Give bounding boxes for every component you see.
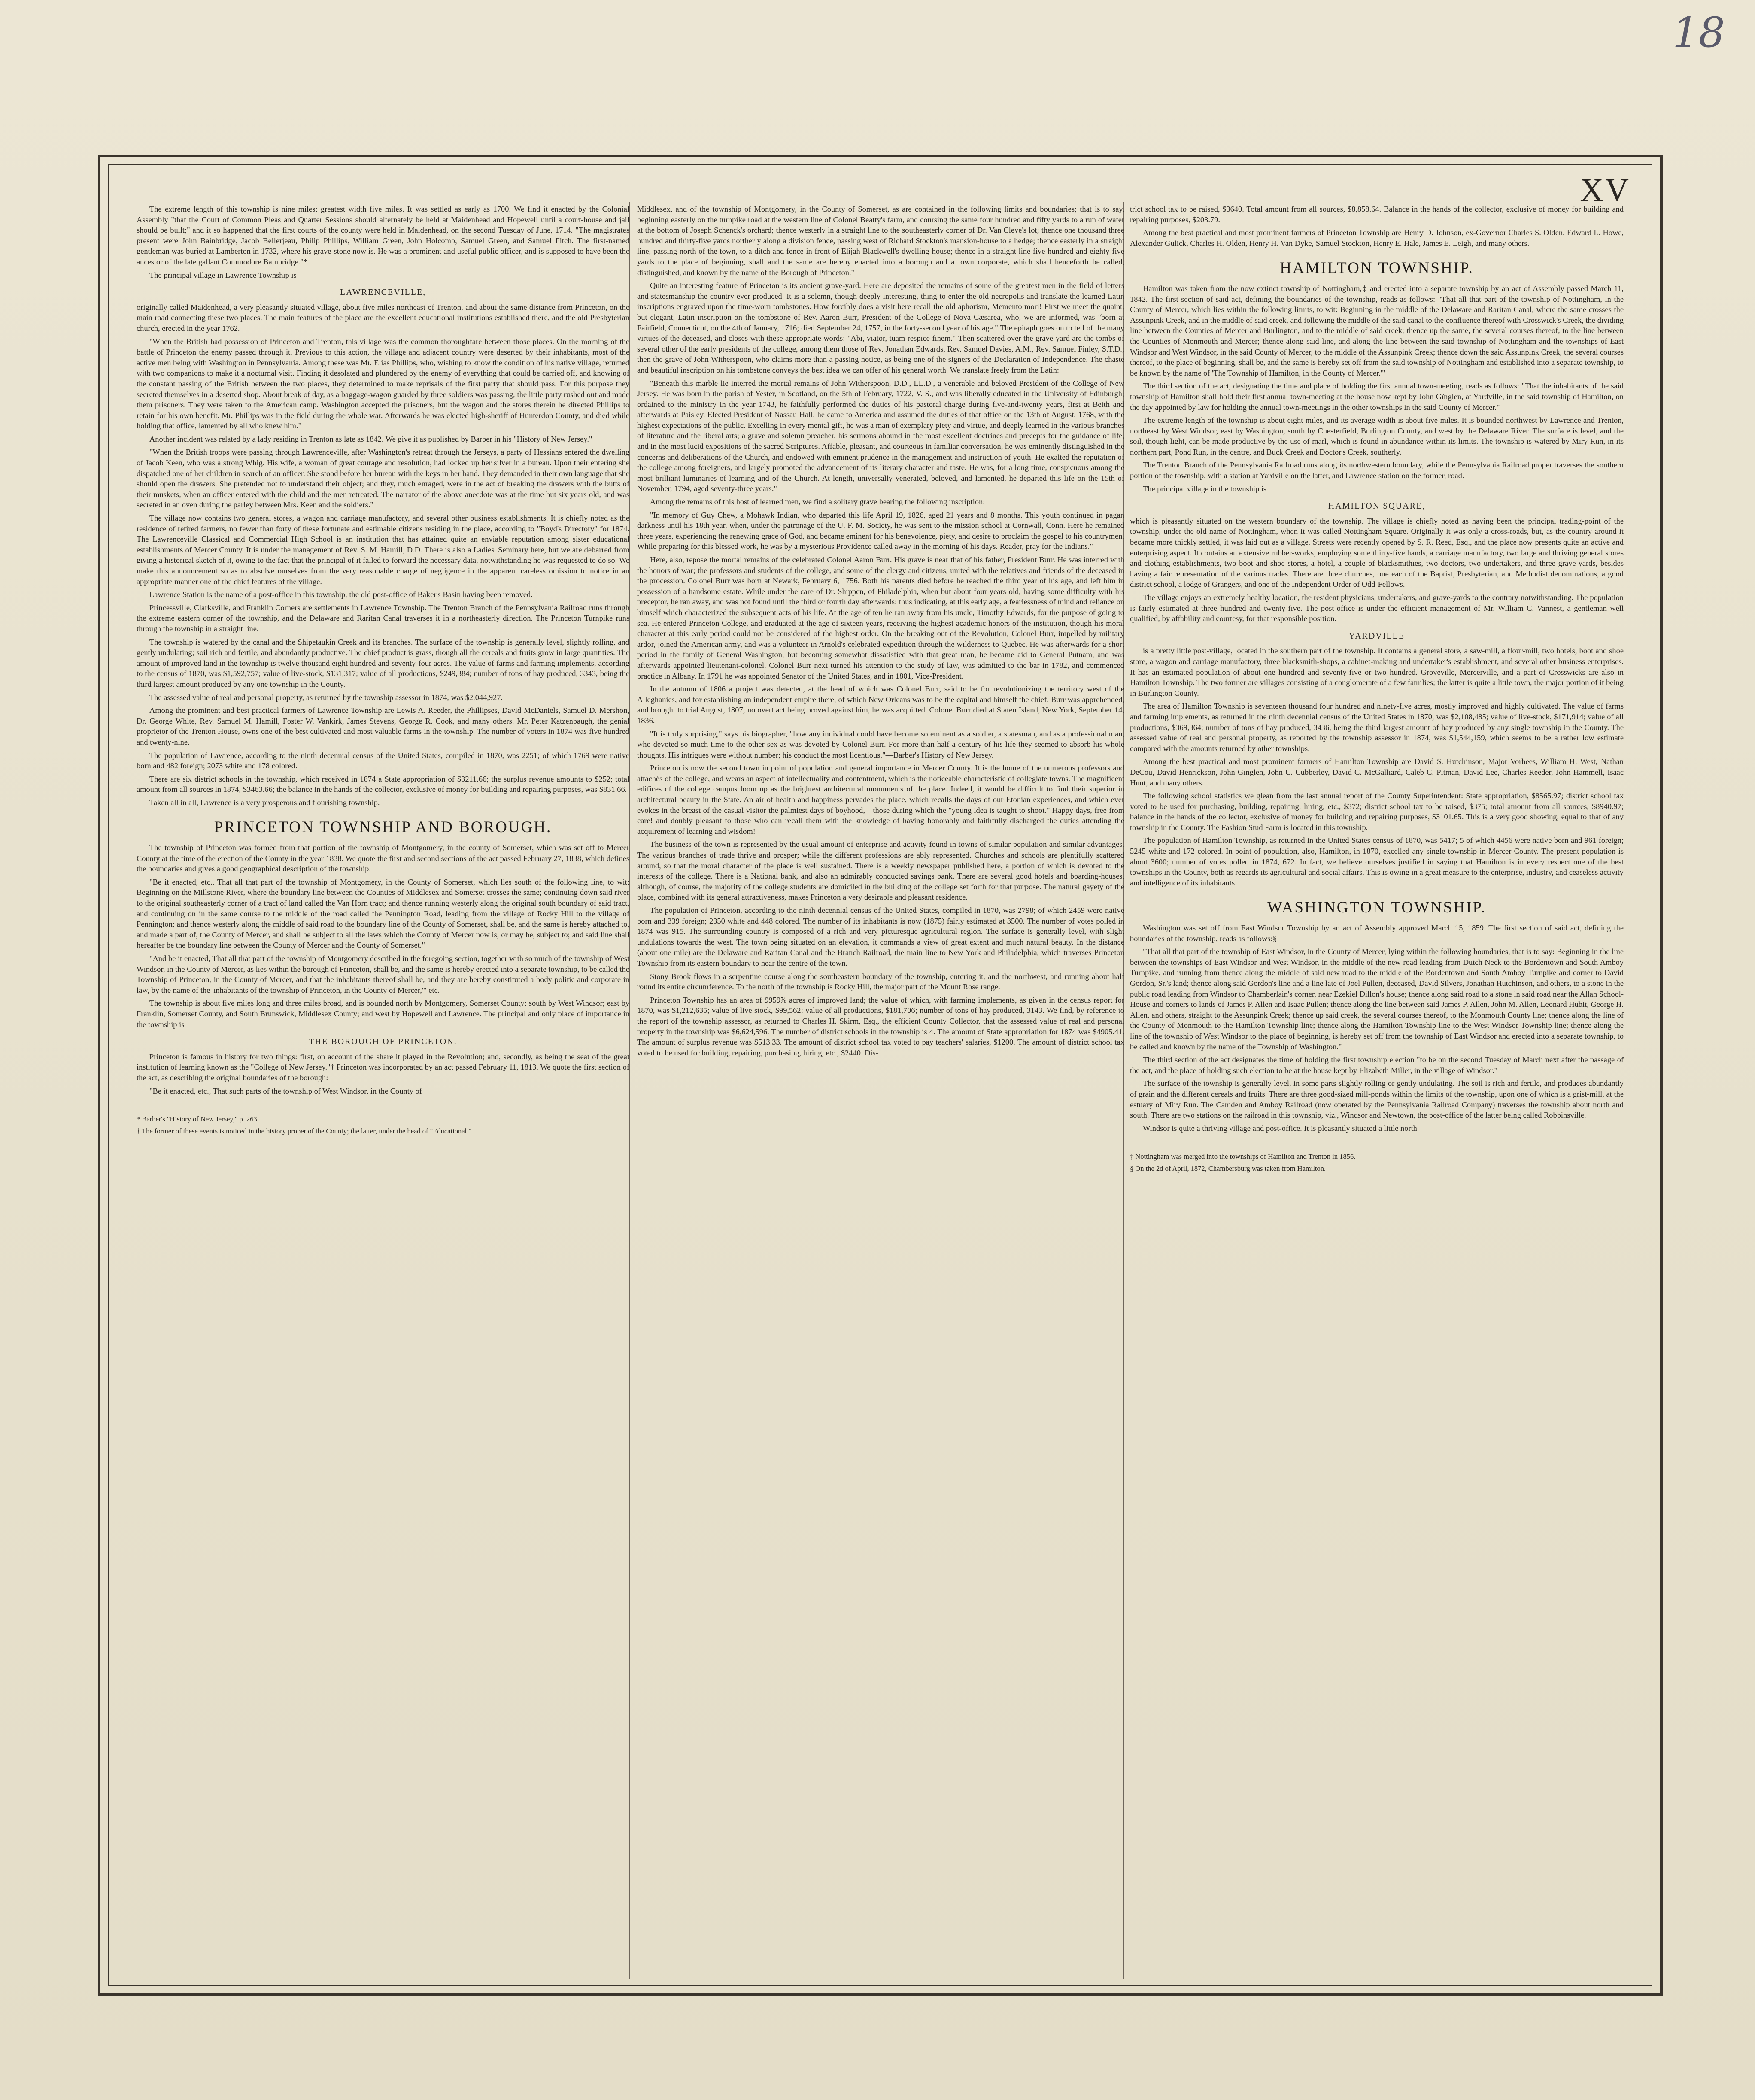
paragraph: The village now contains two general stores, a wagon and carriage manufactory, and several other business establishments. It is chiefly noted as the residence of retired farmers, no fewer than forty of these fortunate and estimable citizens residing in the place, according to "Boyd's Directory" for 1874. The Lawrenceville Classical and Commercial High School is an institution that has attained quite an enviable reputation among sister educational establishments of Mercer County. It is under the management of Rev. S. M. Hamill, D.D. There is also a Ladies' Seminary here, but we are debarred from giving a historical sketch of it, owing to the fact that the principal of it failed to forward the necessary data, notwithstanding he was requested to do so. We make this announcement so as to absolve ourselves from the very reasonable charge of negligence in the apparent careless omission to notice in an appropriate manner one of the chief features of the village. [137,514,629,586]
paragraph: The population of Hamilton Township, as returned in the United States census of 1870, was 5417; 5 of which 4456 were native born and 961 foreign; 5245 white and 172 colored. In point of population, also, Hamilton, in 1870, excelled any single township in Mercer County. The present population is about 3600; number of votes polled in 1874, 672. In fact, we believe ourselves justified in saying that Hamilton is in every respect one of the best townships in the County, both as regards its agricultural and social affairs. This is owing in a great measure to the enterprise, industry, and ceaseless activity and intelligence of its inhabitants. [1130,836,1624,887]
paragraph: "It is truly surprising," says his biographer, "how any individual could have become so eminent as a soldier, a statesman, and as a professional man, who devoted so much time to the other sex as was devoted by Colonel Burr. For more than half a century of his life they seemed to absorb his whole thoughts. His intrigues were without number; his conduct the most licentious."—Barber's History of New Jersey. [637,729,1124,759]
footnote: † The former of these events is noticed in the history proper of the County; the latter, under the head of "Educational." [137,1127,471,1136]
paragraph: which is pleasantly situated on the western boundary of the township. The village is chiefly noted as having been the principal trading-point of the township, under the old name of Nottingham, when it was called Nottingham Square. Originally it was only a cross-roads, but, as the country around it became more thickly settled, it was laid out as a village. Streets were recently opened by S. R. Reed, Esq., and the place now presents quite an active and enterprising aspect. It contains an extensive rubber-works, employing some thirty-five hands, a carriage manufactory, two large and thriving general stores and clothing establishments, two boot and shoe stores, a hotel, a couple of blacksmithies, two doctors, two undertakers, and three grave-yards, besides having a fair representation of the various trades. There are three churches, one each of the Baptist, Presbyterian, and Methodist denominations, a good district school, a lodge of Grangers, and one of the Independent Order of Odd-Fellows. [1130,516,1624,589]
paragraph: The Trenton Branch of the Pennsylvania Railroad runs along its northwestern boundary, while the Pennsylvania Railroad proper traverses the southern portion of the township, with a station at Yardville on the latter, and Lawrence station on the former, road. [1130,461,1624,480]
paragraph: Quite an interesting feature of Princeton is its ancient grave-yard. Here are deposited the remains of some of the greatest men in the field of letters and statesmanship the country ever produced. It is a solemn, though deeply interesting, thing to enter the old necropolis and translate the learned Latin inscriptions engraved upon the time-worn tombstones. How forcibly does a visit here recall the old aphorism, Memento mori! First we meet the quaint, but elegant, Latin inscription on the tombstone of Rev. Aaron Burr, President of the College of Nova Cæsarea, who, we are informed, was "born at Fairfield, Connecticut, on the 4th of January, 1716; died September 24, 1757, in the forty-second year of his age." The epitaph goes on to tell of the many virtues of the deceased, and closes with these appropriate words: "Abi, viator, tuam respice finem." Then scattered over the grave-yard are the tombs of several other of the early presidents of the college, among them those of Rev. Jonathan Edwards, Rev. Samuel Davies, A.M., Rev. Samuel Finley, S.T.D.; then the grave of John Witherspoon, who claims more than a passing notice, as being one of the signers of the Declaration of Independence. The chaste and beautiful inscription on his tombstone conveys the best idea we can offer of his general worth. We translate freely from the Latin: [637,281,1124,374]
paragraph: "When the British had possession of Princeton and Trenton, this village was the common thoroughfare between those places. On the morning of the battle of Princeton the enemy passed through it. Previous to this action, the village and adjacent country were deserted by their inhabitants, most of the active men being with Washington in Pennsylvania. Among these was Mr. Elias Phillips, who, wishing to know the condition of his native village, returned with two companions to make it a nocturnal visit. Finding it desolated and plundered by the enemy of everything that could be carried off, and knowing of the constant passing of the British between the two places, they determined to make reprisals of the first party that should pass. For this purpose they secreted themselves in a deserted shop. About break of day, as a baggage-wagon guarded by three soldiers was passing, the little party rushed out and made them prisoners. They were taken to the American camp. Washington accepted the prisoners, but the wagon and the stores therein he directed Phillips to retain for his own benefit. Mr. Phillips was in the field during the whole war. Afterwards he was elected high-sheriff of Hunterdon County, and died while holding that office, lamented by all who knew him." [137,337,629,430]
paragraph: Princessville, Clarksville, and Franklin Corners are settlements in Lawrence Township. The Trenton Branch of the Pennsylvania Railroad runs through the extreme eastern corner of the township, and the Delaware and Raritan Canal traverses it in a northeasterly direction. The Princeton Turnpike runs through the township in a straight line. [137,603,629,633]
paragraph: The principal village in Lawrence Township is [149,270,297,279]
hamilton-square-heading: HAMILTON SQUARE, [1328,501,1426,511]
borough-heading: THE BOROUGH OF PRINCETON. [309,1037,457,1047]
paragraph: trict school tax to be raised, $3640. Total amount from all sources, $8,858.64. Balance in the hands of the collector, exclusive of money for building and repairing purposes, $203.79. [1130,205,1624,224]
paragraph: Stony Brook flows in a serpentine course along the southeastern boundary of the township, entering it, and the northwest, and running about half round its entire circumference. To the north of the township is Rocky Hill, the major part of the Mount Rose range. [637,972,1124,991]
paragraph: The area of Hamilton Township is seventeen thousand four hundred and ninety-five acres, mostly improved and highly cultivated. The value of farms and farming implements, as returned in the ninth decennial census of the United States in 1870, was $2,108,485; value of live-stock, $171,914; value of all productions, $369,364; number of tons of hay produced, 3436, being the third largest amount of hay produced by any single township in the County. The assessed value of real and personal property, as reported by the township assessor in 1874, was $1,544,159, which seems to be a rather low estimate compared with the amounts returned by other townships. [1130,702,1624,753]
paragraph: The third section of the act, designating the time and place of holding the first annual town-meeting, reads as follows: "That the inhabitants of the said township of Hamilton shall hold their first annual town-meeting at the house now kept by John Gînglen, at Yardville, in the said township of Hamilton, on the day appointed by law for holding the annual town-meetings in the other townships in the said County of Mercer." [1130,382,1624,412]
paragraph: The principal village in the township is [1143,484,1267,493]
paragraph: The third section of the act designates the time of holding the first township election "to be on the second Tuesday of March next after the passage of the act, and the place of holding such election to be at the house kept by Elizabeth Miller, in the village of Windsor." [1130,1055,1624,1075]
paragraph: The extreme length of the township is about eight miles, and its average width is about five miles. It is bounded northwest by Lawrence and Trenton, northeast by West Windsor, east by Washington, south by Chesterfield, Burlington County, and west by the Delaware River. The surface is level, and the soil, though light, can be made productive by the use of marl, which is found in abundance within its limits. The township is watered by Miry Run, in its northern part, Pond Run, in the centre, and Buck Creek and Doctor's Creek, southerly. [1130,416,1624,456]
paragraph: Princeton Township has an area of 9959⅞ acres of improved land; the value of which, with farming implements, as given in the census report for 1870, was $1,212,635; value of live stock, $99,562; value of all productions, $181,706; number of tons of hay produced, 3143. We find, by reference to the report of the township assessor, as returned to Charles H. Skirm, Esq., the efficient County Collector, that the assessed value of real and personal property in the township was $6,624,596. The number of district schools in the township is 4. The amount of State appropriation for 1874 was $4905.41. The amount of surplus revenue was $513.33. The amount of district school tax voted to pay teachers' salaries, $1200. The amount of district school tax voted to be used for building, repairing, purchasing, hiring, etc., $2440. Dis- [637,995,1124,1057]
princeton-section-heading: PRINCETON TOWNSHIP AND BOROUGH. [214,818,552,836]
paragraph: The business of the town is represented by the usual amount of enterprise and activity found in towns of similar population and similar advantages. The various branches of trade thrive and prosper; while the different professions are ably represented. Churches and schools are plentifully scattered around, so that the moral character of the place is well sustained. There is a weekly newspaper published here, a portion of which is devoted to the interests of the college. There is a National bank, and also an admirably conducted savings bank. There are several good hotels and boarding-houses, although, of course, the majority of the college students are domiciled in the building of the college set forth for that purpose. The natural gayety of the place, combined with its general attractiveness, makes Princeton a very desirable and pleasant residence. [637,840,1124,902]
lawrenceville-heading: LAWRENCEVILLE, [340,288,426,297]
paragraph: Washington was set off from East Windsor Township by an act of Assembly approved March 15, 1859. The first section of said act, defining the boundaries of the township, reads as follows:§ [1130,924,1624,943]
footnote: ‡ Nottingham was merged into the townships of Hamilton and Trenton in 1856. [1130,1152,1356,1161]
paragraph: "Be it enacted, etc., That such parts of the township of West Windsor, in the County of [149,1086,422,1095]
paragraph: The township is about five miles long and three miles broad, and is bounded north by Montgomery, Somerset County; south by West Windsor; east by Franklin, Somerset County, and South Brunswick, Middlesex County; and west by Hopewell and Lawrence. The principal and only place of importance in the township is [137,999,629,1029]
yardville-heading: YARDVILLE [1348,631,1405,641]
paragraph: The population of Lawrence, according to the ninth decennial census of the United States, compiled in 1870, was 2251; of which 1769 were native born and 482 foreign; 2073 white and 178 colored. [137,751,629,770]
page-number: XV [1580,172,1631,208]
paragraph: The township is watered by the canal and the Shipetaukin Creek and its branches. The surface of the township is generally level, slightly rolling, and gently undulating; soil rich and fertile, and abundantly productive. The chief product is grass, though all the cereals and fruits grow in large quantities. The amount of improved land in the township is twelve thousand eight hundred and seventy-four acres. The value of farms and farming implements, according to the census of 1870, was $1,592,757; value of live-stock, $131,317; value of all productions, $249,384; number of tons of hay produced, 3343, being the third largest amount produced by any one township in the County. [137,637,629,688]
footnote: § On the 2d of April, 1872, Chambersburg was taken from Hamilton. [1130,1164,1326,1173]
paragraph: Here, also, repose the mortal remains of the celebrated Colonel Aaron Burr. His grave is near that of his father, President Burr. He was interred with the honors of war; the professors and students of the college, and some of the clergy and citizens, united with the relatives and friends of the deceased in the procession. Colonel Burr was born at Newark, February 6, 1756. Both his parents died before he reached the third year of his age, and left him in possession of a handsome estate. While under the care of Dr. Shippen, of Philadelphia, when but about four years old, having some difficulty with his preceptor, he ran away, and was not found until the third or fourth day afterwards: thus indicating, at this early age, a fearlessness of mind and reliance on himself which characterized the subsequent acts of his life. At the age of ten he ran away from his uncle, Timothy Edwards, for the purpose of going to sea. He entered Princeton College, and graduated at the age of sixteen years, receiving the highest academic honors of the institution, though his moral character at this early period could not be considered of the highest order. On the breaking out of the Revolution, Colonel Burr, impelled by military ardor, joined the American army, and was a volunteer in Arnold's celebrated expedition through the wilderness to Quebec. He was afterwards for a short period in the family of General Washington, but becoming somewhat dissatisfied with that great man, he became aid to General Putnam, and was afterwards appointed lieutenant-colonel. Colonel Burr next turned his attention to the study of law, was admitted to the bar in 1782, and commenced practice in Albany. In 1791 he was appointed Senator of the United States, and in 1801, Vice-President. [637,555,1124,680]
paragraph: Another incident was related by a lady residing in Trenton as late as 1842. We give it as published by Barber in his "History of New Jersey." [149,434,592,443]
paragraph: In the autumn of 1806 a project was detected, at the head of which was Colonel Burr, said to be for revolutionizing the territory west of the Alleghanies, and for establishing an independent empire there, of which New Orleans was to be the capital and himself the chief. Burr was apprehended, and brought to trial August, 1807; no overt act being proved against him, he was acquitted. Colonel Burr died at Staten Island, New York, September 14, 1836. [637,685,1124,725]
paragraph: Windsor is quite a thriving village and post-office. It is pleasantly situated a little north [1143,1124,1417,1133]
paragraph: "Beneath this marble lie interred the mortal remains of John Witherspoon, D.D., LL.D., a venerable and beloved President of the College of New Jersey. He was born in the parish of Yester, in Scotland, on the 5th of February, 1722, V. S., and was liberally educated in the University of Edinburgh; ordained to the ministry in the year 1743, he faithfully performed the duties of his pastoral charge during five-and-twenty years, first at Beith and afterwards at Paisley. Elected President of Nassau Hall, he came to America and assumed the duties of that office on the 13th of August, 1768, with the highest expectations of the public. Excelling in every mental gift, he was a man of exemplary piety and virtue, and deeply learned in the various branches of literature and the liberal arts; a grave and solemn preacher, his sermons abound in the most excellent doctrines and precepts for the guidance of life, and in the most lucid expositions of the sacred Scriptures. Affable, pleasant, and courteous in familiar conversation, he was eminently distinguished in the concerns and deliberations of the Church, and endowed with eminent prudence in the management and instruction of youth. He exalted the reputation of the college among foreigners, and largely promoted the advancement of its literary character and taste. He was, for a long time, conspicuous among the most brilliant luminaries of learning and of the Church. At length, universally venerated, beloved, and lamented, he departed this life on the 15th of November, 1794, aged seventy-three years." [637,379,1124,493]
paragraph: "Be it enacted, etc., That all that part of the township of Montgomery, in the County of Somerset, which lies south of the following line, to wit: Beginning on the Millstone River, where the boundary line between the Counties of Middlesex and Somerset crosses the same; continuing down said river to the original southeasterly corner of a tract of land called the Van Horn tract; and thence running westerly along the original south boundary of said tract, and continuing on in the same course to the middle of the road called the Pennington Road, leading from the village of Rocky Hill to the village of Pennington; and thence westerly along the middle of said road to the boundary line of the County of Somerset, shall be, and the same is hereby attached to, and made a part of, the County of Mercer, and shall be subject to all the laws which the County of Mercer now is, or may be, subject to; and said line shall hereafter be the boundary line between the County of Mercer and the County of Somerset." [137,877,629,950]
washington-section-heading: WASHINGTON TOWNSHIP. [1267,899,1487,917]
paragraph: Taken all in all, Lawrence is a very prosperous and flourishing township. [149,798,380,807]
paragraph: The township of Princeton was formed from that portion of the township of Montgomery, in the county of Somerset, which was set off to Mercer County at the time of the erection of the County in the year 1838. We quote the first and second sections of the act passed February 27, 1838, which defines the boundaries and gives a good geographical description of the township: [137,843,629,873]
column-1 [137,204,629,1964]
paragraph: There are six district schools in the township, which received in 1874 a State appropriation of $3211.66; the surplus revenue amounts to $252; total amount from all sources in 1874, $3463.66; the balance in the hands of the collector, exclusive of money for building and repairing purposes, was $831.66. [137,774,629,794]
paragraph: Hamilton was taken from the now extinct township of Nottingham,‡ and erected into a separate township by an act of Assembly passed March 11, 1842. The first section of said act, defining the boundaries of the township, reads as follows: "That all that part of the township of Nottingham, in the County of Mercer, which lies within the following limits, to wit: Beginning in the middle of the Delaware and Raritan Canal, where the same crosses the Assunpink Creek, and in the middle of said creek, and following the middle of the said canal to the confluence thereof with Crosswick's Creek, the dividing line between the Counties of Mercer and Burlington, and to the middle of said creek; thence up the same, the several courses thereof, to the line between the Counties of Monmouth and Mercer; thence along said line, and along the line between the said township of Nottingham and the townships of East Windsor and West Windsor, in the said County of Mercer, to the middle of the Assunpink Creek; thence down the said Assunpink Creek, the several courses thereof, to the place of beginning, shall be, and the same is hereby set off from the said township of Nottingham and established into a separate township, to be known by the name of 'The Township of Hamilton, in the County of Mercer.'" [1130,284,1624,377]
paragraph: The assessed value of real and personal property, as returned by the township assessor in 1874, was $2,044,927. [149,693,503,702]
paragraph: Among the best practical and most prominent farmers of Princeton Township are Henry D. Johnson, ex-Governor Charles S. Olden, Edward L. Howe, Alexander Gulick, Charles H. Olden, Henry H. Van Dyke, Samuel Stockton, Henry E. Hale, James E. Leigh, and many others. [1130,228,1624,248]
paragraph: Princeton is famous in history for two things: first, on account of the share it played in the Revolution; and, secondly, as being the seat of the great institution of learning known as the "College of New Jersey."† Princeton was incorporated by an act passed February 11, 1813. We quote the first section of the act, as describing the original boundaries of the borough: [137,1052,629,1082]
footnote: * Barber's "History of New Jersey," p. 263. [137,1115,259,1124]
column-3 [1130,204,1624,1964]
paragraph: Lawrence Station is the name of a post-office in this township, the old post-office of Baker's Basin having been removed. [149,590,533,599]
paragraph: The population of Princeton, according to the ninth decennial census of the United States, compiled in 1870, was 2798; of which 2459 were native born and 339 foreign; 2350 white and 448 colored. The number of its inhabitants is now (1875) fairly estimated at 3500. The number of votes polled in 1874 was 915. The surrounding country is composed of a rich and very picturesque agricultural region. The surface is generally level, with slight undulations towards the west. The town being situated on an elevation, it commands a view of great extent and much natural beauty. In the distance (about one mile) are the Delaware and Raritan Canal and the Branch Railroad, the main line to New York and Philadelphia, which traverses Princeton Township from its eastern boundary to near the centre of the town. [637,906,1124,967]
paragraph: The village enjoys an extremely healthy location, the resident physicians, undertakers, and grave-yards to the contrary notwithstanding. The population is fairly estimated at three hundred and twenty-five. The post-office is under the efficient management of Mr. William C. Vannest, a gentleman well qualified, by affability and courtesy, for that responsible position. [1130,593,1624,623]
column-divider [629,202,630,1979]
paragraph: Among the prominent and best practical farmers of Lawrence Township are Lewis A. Reeder, the Phillipses, David McDaniels, Samuel D. Mershon, Dr. George White, Rev. Samuel M. Hamill, Foster W. Vankirk, James Stevens, George R. Cook, and many others. Mr. Peter Katzenbaugh, the genial proprietor of the Trenton House, owns one of the best cultivated and most valuable farms in the township. The number of voters in 1874 was five hundred and twenty-nine. [137,706,629,746]
corner-page-number: 18 [1672,9,1725,57]
paragraph: is a pretty little post-village, located in the southern part of the township. It contains a general store, a saw-mill, a flour-mill, two hotels, boot and shoe store, a wagon and carriage manufactory, three blacksmith-shops, a cabinet-making and undertaker's establishment, and several other business enterprises. It has an estimated population of about one hundred and seventy-five or two hundred. Groveville, Mercerville, and a part of Crosswicks are also in Hamilton Township. The two former are villages consisting of a conglomerate of a few families; the latter is quite a little town, the major portion of it being in Burlington County. [1130,646,1624,697]
paragraph: The following school statistics we glean from the last annual report of the County Superintendent: State appropriation, $8565.97; district school tax voted to be used for purchasing, building, repairing, hiring, etc., $372; district school tax to be raised, $375; total amount from all sources, $8940.97; balance in the hands of the collector, exclusive of money for building and repairing purposes, $3101.65. This is a very good showing, equal to that of any township in the County. The Fashion Stud Farm is located in this township. [1130,791,1624,832]
hamilton-section-heading: HAMILTON TOWNSHIP. [1280,259,1474,277]
paragraph: Among the remains of this host of learned men, we find a solitary grave bearing the following inscription: [650,497,985,506]
paragraph: Among the best practical and most prominent farmers of Hamilton Township are David S. Hutchinson, Major Vorhees, William H. West, Nathan DeCou, David Henrickson, John Ginglen, John C. Cubberley, David C. McGalliard, Caleb C. Pitman, David Lee, Charles Reeder, John Hammell, Isaac Hunt, and many others. [1130,757,1624,787]
paragraph: Middlesex, and of the township of Montgomery, in the County of Somerset, as are contained in the following limits and boundaries; that is to say, beginning easterly on the turnpike road at the western line of Colonel Beatty's farm, and coursing the same four hundred and fifty yards to a run of water at the bottom of Joseph Schenck's orchard; thence westerly in a straight line to the southeasterly corner of Dr. Van Cleve's lot; thence one thousand three hundred and thirty-five yards northerly along a division fence, passing west of Richard Stockton's mansion-house to a hedge; thence easterly in a straight line, passing north of the town, to a ditch and fence in front of Elijah Blackwell's dwelling-house; thence in a straight line five hundred and eighty-five yards to the place of beginning, shall and the same are hereby enacted into a borough and a town corporate, which shall henceforth be called, distinguished, and known by the name of the Borough of Princeton." [637,205,1124,277]
paragraph: The surface of the township is generally level, in some parts slightly rolling or gently undulating. The soil is rich and fertile, and produces abundantly of grain and the different cereals and fruits. There are three good-sized mill-ponds within the limits of the township, upon one of which is a grist-mill, at the estuary of Miry Run. The Camden and Amboy Railroad (now operated by the Pennsylvania Railroad Company) traverses the township about north and south. There are two stations on the railroad in this township, viz., Windsor and Newtown, the post-office of the latter being called Robbinsville. [1130,1079,1624,1120]
paragraph: Princeton is now the second town in point of population and general importance in Mercer County. It is the home of the numerous professors and attachés of the college, and wears an aspect of intellectuality and contentment, which is the noticeable characteristic of collegiate towns. The magnificent edifices of the college campus loom up as the brightest architectural monuments of the place. Indeed, it would be difficult to find their superior in architectural beauty in the State. An air of health and happiness pervades the place, which recalls the days of our Etonian experiences, and which ever evokes in the breast of the casual visitor the palmiest days of boyhood,—those during which the "young idea is taught to shoot." Happy days, free from care! and doubly pleasant to those who can recall them with the knowledge of having honorably and faithfully discharged the duties attending the acquirement of learning and wisdom! [637,764,1124,836]
paragraph: The extreme length of this township is nine miles; greatest width five miles. It was settled as early as 1700. We find it enacted by the Colonial Assembly "that the Court of Common Pleas and Quarter Sessions should alternately be held at Maidenhead and Hopewell until a court-house and jail should be built;" and it so happened that the first courts of the county were held in Maidenhead, on the second Tuesday of June, 1714. "The magistrates present were John Bainbridge, Jacob Bellerjeau, Philip Phillips, William Green, John Holcomb, Samuel Green, and Samuel Fitch. The first-named gentleman was buried at Lamberton in 1732, where his grave-stone now is. He was a prominent and useful public officer, and is supposed to have been the ancestor of the late gallant Commodore Bainbridge."* [137,205,629,266]
paragraph: "That all that part of the township of East Windsor, in the County of Mercer, lying within the following boundaries, that is to say: Beginning in the line between the townships of East Windsor and West Windsor, in the middle of the new road leading from Dutch Neck to the Bordentown and South Amboy Turnpike, and running from thence along the middle of said new road to the middle of the Bordentown and South Amboy Turnpike and corner to David Gordon, Sr.'s land; thence along said Gordon's line and a line late of Joel Pullen, deceased, David Silvers, Jonathan Hutchinson, and others, to a stone in the public road leading from Windsor to Chamberlain's corner, near Ezekiel Dillon's house; thence along said road to a stone in said road near the Allan School-House and corners to lands of James P. Allen and Isaac Pullen; thence along the line between said James P. Allen, John M. Allen, Leonard Hubit, George H. Allen, and others, straight to the Assunpink Creek; thence up said creek, the several courses thereof, to the Monmouth County line; thence along the line of the County of Monmouth to the Hamilton Township line; thence along the Hamilton Township line to the West Windsor Township line; thence along the line of the township of West Windsor to the place of beginning, is hereby set off from the township of East Windsor and erected into a separate township, to be called and known by the name of the Township of Washington." [1130,947,1624,1051]
paragraph: "In memory of Guy Chew, a Mohawk Indian, who departed this life April 19, 1826, aged 21 years and 8 months. This youth continued in pagan darkness until his 18th year, when, under the patronage of the U. F. M. Society, he was sent to the mission school at Cornwall, Conn. Here he remained three years, experiencing the renewing grace of God, and became eminent for his benevolence, piety, and desire to proclaim the gospel to his countrymen. While preparing for this blessed work, he was by a mysterious Providence called away in the morning of his days. Reader, pray for the Indians." [637,510,1124,551]
paragraph: originally called Maidenhead, a very pleasantly situated village, about five miles northeast of Trenton, and about the same distance from Princeton, on the main road connecting these two places. The main features of the place are the excellent educational institutions established there, and the old Presbyterian church, erected in the year 1762. [137,303,629,333]
paragraph: "When the British troops were passing through Lawrenceville, after Washington's retreat through the Jerseys, a party of Hessians entered the dwelling of Jacob Keen, who was a strong Whig. His wife, a woman of great courage and resolution, had locked up her silver in a bureau. Upon their entering she dispatched one of her children in search of an officer. She stood before her bureau with the keys in her hand. They demanded in their own language that she should open the drawers. She pretended not to understand their object; and they, much enraged, were in the act of breaking the drawers with the butts of their muskets, when an officer entered with the child and the men retreated. The narrator of the above anecdote was at the time but six years old, and was secreted in an oven during the parley between Mrs. Keen and the soldiers." [137,448,629,509]
column-2 [637,204,1124,1964]
paragraph: "And be it enacted, That all that part of the township of Montgomery described in the foregoing section, together with so much of the township of West Windsor, in the County of Mercer, as lies within the borough of Princeton, shall be, and the same is hereby erected into a separate township, to be called the Township of Princeton, in the County of Mercer, and that the inhabitants thereof shall be, and they are hereby constituted a body politic and corporate in law, by the name of the 'inhabitants of the township of Princeton, in the County of Mercer,'" etc. [137,954,629,994]
